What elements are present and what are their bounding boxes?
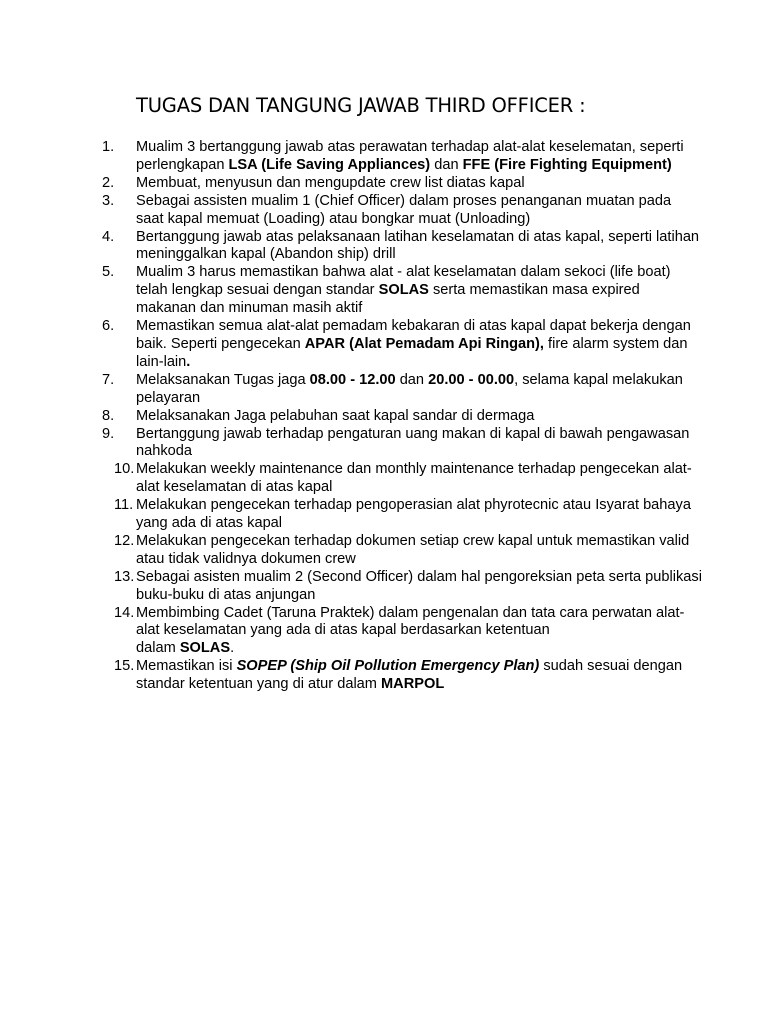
duty-number: 10. bbox=[114, 461, 135, 478]
bold-term: MARPOL bbox=[381, 676, 445, 693]
duty-item bbox=[102, 426, 702, 462]
bold-term: LSA (Life Saving Appliances) bbox=[228, 156, 431, 173]
duty-item bbox=[102, 139, 702, 175]
duty-number: 9. bbox=[102, 425, 115, 442]
text-segment: Bertanggung jawab atas pelaksanaan latihan keselamatan di atas kapal, seperti latihan meninggalkan kapal (Abandon ship) drill bbox=[136, 228, 700, 263]
duty-item bbox=[102, 372, 702, 408]
duty-text bbox=[136, 533, 689, 567]
duty-number: 2. bbox=[102, 174, 115, 191]
text-segment: Melakukan pengecekan terhadap pengoperasian alat phyrotecnic atau Isyarat bahaya yang ada di atas kapal bbox=[136, 497, 691, 532]
duty-text bbox=[136, 139, 684, 173]
bold-term: SOLAS bbox=[179, 640, 231, 657]
text-segment: Melaksanakan Jaga pelabuhan saat kapal sandar di dermaga bbox=[136, 407, 535, 424]
duty-text bbox=[136, 318, 691, 370]
duty-text bbox=[136, 193, 671, 227]
duty-text bbox=[136, 461, 692, 495]
duty-text bbox=[136, 605, 684, 657]
duty-number: 15. bbox=[114, 658, 135, 675]
duty-text bbox=[136, 372, 683, 406]
duty-number: 13. bbox=[114, 568, 135, 585]
text-segment: Sebagai asisten mualim 2 (Second Officer) dalam hal pengoreksian peta serta publikasi buku-buku di atas anjungan bbox=[136, 568, 702, 603]
bold-term: FFE (Fire Fighting Equipment) bbox=[462, 156, 672, 173]
text-segment: serta memastikan masa expired makanan dan minuman masih aktif bbox=[136, 282, 640, 317]
text-segment: Bertanggung jawab terhadap pengaturan uang makan di kapal di bawah pengawasan nahkoda bbox=[136, 425, 690, 460]
bold-term: . bbox=[186, 353, 191, 370]
text-segment: Memastikan semua alat-alat pemadam kebakaran di atas kapal dapat bekerja dengan baik. Seperti pengecekan bbox=[136, 318, 691, 352]
text-segment: fire alarm system dan lain-lain bbox=[136, 335, 688, 370]
duty-item bbox=[102, 497, 702, 533]
duty-number: 12. bbox=[114, 532, 135, 549]
text-segment: Mualim 3 harus memastikan bahwa alat - alat keselamatan dalam sekoci (life boat) telah lengkap sesuai dengan standar bbox=[136, 264, 671, 299]
duty-item bbox=[102, 658, 702, 694]
text-segment: Mualim 3 bertanggung jawab atas perawatan terhadap alat-alat keselematan, seperti perlengkapan bbox=[136, 139, 684, 173]
text-segment: Melakukan weekly maintenance dan monthly maintenance terhadap pengecekan alat-alat keselamatan di atas kapal bbox=[136, 461, 692, 496]
duty-list bbox=[102, 139, 702, 694]
text-segment: . bbox=[230, 640, 235, 657]
text-segment: , selama kapal melakukan pelayaran bbox=[136, 371, 683, 406]
duty-number: 14. bbox=[114, 604, 135, 621]
duty-item bbox=[102, 408, 702, 426]
text-segment: Melakukan pengecekan terhadap dokumen setiap crew kapal untuk memastikan valid atau tidak validnya dokumen crew bbox=[136, 532, 690, 567]
duty-item bbox=[102, 264, 702, 318]
duty-item bbox=[102, 605, 702, 659]
duty-text bbox=[136, 569, 702, 603]
duty-item bbox=[102, 193, 702, 229]
duty-item bbox=[102, 461, 702, 497]
duty-item bbox=[102, 229, 702, 265]
duty-number: 8. bbox=[102, 407, 115, 424]
document-title: TUGAS DAN TANGUNG JAWAB THIRD OFFICER : bbox=[136, 94, 586, 117]
text-segment: dan bbox=[395, 371, 429, 388]
duty-number: 7. bbox=[102, 371, 115, 388]
duty-text bbox=[136, 229, 699, 263]
text-segment: sudah sesuai dengan standar ketentuan yang di atur dalam bbox=[136, 658, 683, 693]
text-segment: dalam bbox=[136, 640, 180, 657]
duty-number: 6. bbox=[102, 318, 115, 335]
duty-text bbox=[136, 175, 525, 191]
duty-number: 11. bbox=[114, 497, 134, 514]
duty-item bbox=[102, 533, 702, 569]
bold-term: 20.00 - 00.00 bbox=[428, 371, 515, 388]
bold-term: APAR (Alat Pemadam Api Ringan), bbox=[304, 335, 544, 352]
bold-term: 08.00 - 12.00 bbox=[309, 371, 396, 388]
duty-number: 1. bbox=[102, 139, 115, 155]
duty-number: 5. bbox=[102, 264, 115, 281]
duty-item bbox=[102, 569, 702, 605]
bold-term: SOLAS bbox=[378, 282, 429, 299]
duty-text bbox=[136, 408, 534, 424]
text-segment: Membimbing Cadet (Taruna Praktek) dalam pengenalan dan tata cara perwatan alat-alat keselamatan yang ada di atas kapal berdasarkan ketentuan bbox=[136, 604, 685, 639]
text-segment: dan bbox=[430, 156, 463, 173]
duty-text bbox=[136, 264, 671, 316]
text-segment: Sebagai assisten mualim 1 (Chief Officer) dalam proses penanganan muatan pada saat kapal memuat (Loading) atau bongkar muat (Unloading) bbox=[136, 192, 672, 227]
duty-item bbox=[102, 175, 702, 193]
duty-item bbox=[102, 318, 702, 372]
bold-italic-term: SOPEP (Ship Oil Pollution Emergency Plan) bbox=[236, 658, 540, 675]
duty-text bbox=[136, 497, 691, 531]
text-segment: Melaksanakan Tugas jaga bbox=[136, 371, 310, 388]
text-segment: Memastikan isi bbox=[136, 658, 237, 675]
duty-text bbox=[136, 426, 689, 460]
text-segment: Membuat, menyusun dan mengupdate crew list diatas kapal bbox=[136, 174, 525, 191]
duty-number: 4. bbox=[102, 228, 115, 245]
duty-text bbox=[136, 658, 682, 692]
duty-number: 3. bbox=[102, 192, 115, 209]
